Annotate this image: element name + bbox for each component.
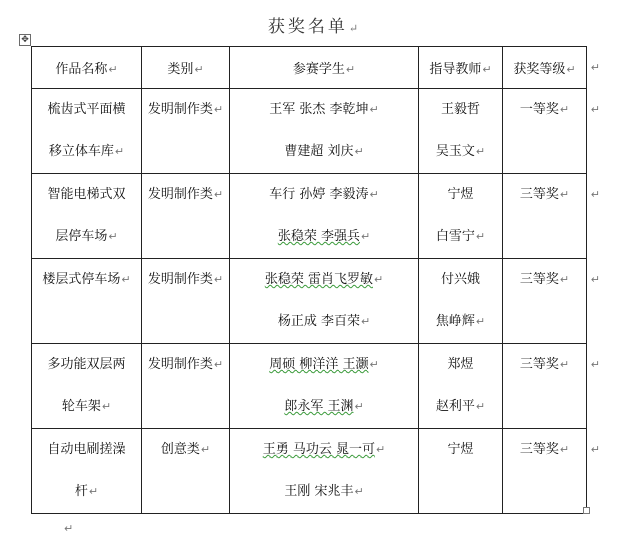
- cell-teachers: 付兴娥 焦峥辉↵: [419, 259, 503, 344]
- cell-teachers: 郑煜 赵利平↵: [419, 344, 503, 429]
- table-resize-handle[interactable]: [583, 507, 590, 514]
- cell-teachers: 宁煜 白雪宁↵: [419, 174, 503, 259]
- header-work-name: 作品名称↵: [32, 47, 142, 89]
- end-paragraph-mark: ↵: [64, 522, 74, 535]
- cell-students: 车行 孙婷 李毅涛↵ 张稳荣 李强兵↵: [230, 174, 419, 259]
- cell-work-name: 智能电梯式双 层停车场↵: [32, 174, 142, 259]
- cell-work-name: 多功能双层两 轮车架↵: [32, 344, 142, 429]
- table-move-handle-icon[interactable]: ✥: [19, 34, 31, 46]
- cell-students: 王勇 马功云 晁一可↵ 王刚 宋兆丰↵: [230, 429, 419, 514]
- cell-award: 一等奖↵ ↵: [503, 89, 587, 174]
- cell-category: 创意类↵: [142, 429, 230, 514]
- cell-award: 三等奖↵ ↵: [503, 259, 587, 344]
- cell-work-name: 梳齿式平面横 移立体车库↵: [32, 89, 142, 174]
- cell-work-name: 自动电刷搓澡 杆↵: [32, 429, 142, 514]
- table-row: [32, 259, 587, 344]
- table-row: [32, 174, 587, 259]
- header-award: 获奖等级↵ ↵: [503, 47, 587, 89]
- header-teachers: 指导教师↵: [419, 47, 503, 89]
- table-row: [32, 429, 587, 514]
- header-students: 参赛学生↵: [230, 47, 419, 89]
- table-row: [32, 344, 587, 429]
- document-title: [0, 12, 626, 37]
- table-header-row: [32, 47, 587, 89]
- cell-award: 三等奖↵ ↵: [503, 344, 587, 429]
- paragraph-mark: ↵: [348, 22, 359, 35]
- cell-category: 发明制作类↵: [142, 344, 230, 429]
- cell-teachers: 宁煜: [419, 429, 503, 514]
- title-text: 获奖名单: [267, 17, 348, 37]
- cell-category: 发明制作类↵: [142, 89, 230, 174]
- cell-category: 发明制作类↵: [142, 174, 230, 259]
- table-row: [32, 89, 587, 174]
- cell-work-name: 楼层式停车场↵: [32, 259, 142, 344]
- header-category: 类别↵: [142, 47, 230, 89]
- award-table: [31, 46, 600, 514]
- cell-students: 周硕 柳洋洋 王灏↵ 郎永军 王渊↵: [230, 344, 419, 429]
- cell-award: 三等奖↵ ↵: [503, 174, 587, 259]
- cell-award: 三等奖↵ ↵: [503, 429, 587, 514]
- cell-teachers: 王毅哲 吴玉文↵: [419, 89, 503, 174]
- cell-students: 王军 张杰 李乾坤↵ 曹建超 刘庆↵: [230, 89, 419, 174]
- cell-category: 发明制作类↵: [142, 259, 230, 344]
- cell-students: 张稳荣 雷肖飞罗敏↵ 杨正成 李百荣↵: [230, 259, 419, 344]
